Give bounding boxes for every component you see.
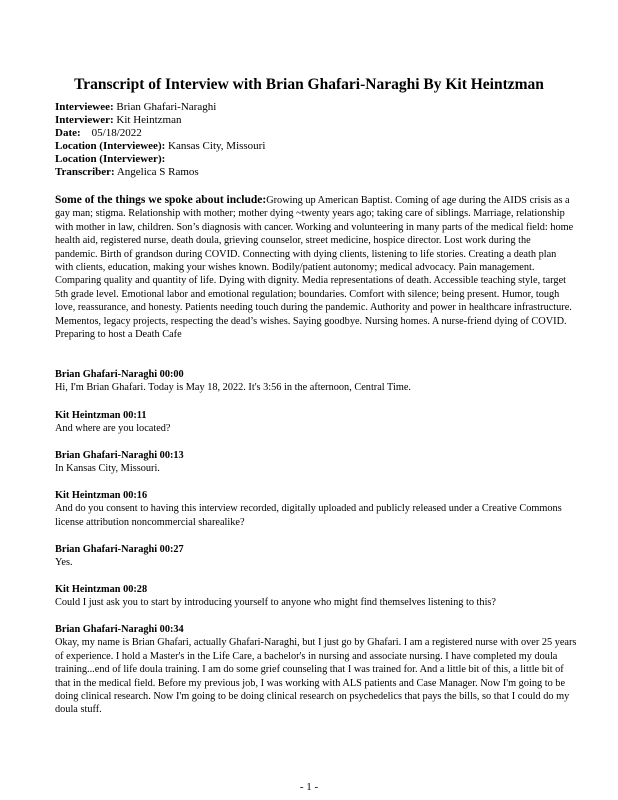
page-number: - 1 - <box>299 781 319 793</box>
topics-summary <box>55 194 575 341</box>
turn-text: And where are you located? <box>55 423 171 435</box>
meta-date <box>55 127 265 140</box>
meta-value: Kit Heintzman <box>116 114 182 126</box>
transcript-turn <box>55 449 577 476</box>
meta-location-interviewer <box>55 153 265 166</box>
speaker-timestamp: Brian Ghafari-Naraghi 00:13 <box>55 450 184 461</box>
transcript-turn <box>55 409 577 436</box>
meta-label: Location (Interviewee): <box>55 140 166 152</box>
meta-location-interviewee <box>55 140 265 153</box>
meta-label: Transcriber: <box>55 166 115 178</box>
transcript-turn <box>55 543 577 570</box>
document-title: Transcript of Interview with Brian Ghafari-Naraghi By Kit Heintzman <box>74 76 544 93</box>
turn-text: Yes. <box>55 557 73 569</box>
turn-text: In Kansas City, Missouri. <box>55 463 160 475</box>
meta-transcriber <box>55 166 265 179</box>
meta-value: Kansas City, Missouri <box>168 140 266 152</box>
meta-label: Location (Interviewer): <box>55 153 166 165</box>
meta-value: 05/18/2022 <box>91 127 142 139</box>
transcript-turn <box>55 583 577 610</box>
speaker-timestamp: Kit Heintzman 00:11 <box>55 410 147 421</box>
speaker-timestamp: Kit Heintzman 00:28 <box>55 584 148 595</box>
speaker-timestamp: Brian Ghafari-Naraghi 00:27 <box>55 544 184 555</box>
meta-label: Date: <box>55 127 81 139</box>
meta-label: Interviewee: <box>55 101 114 113</box>
speaker-timestamp: Brian Ghafari-Naraghi 00:00 <box>55 369 184 380</box>
turn-text: And do you consent to having this interview recorded, digitally uploaded and publicly released under a Creative Commons license attribution noncommercial sharealike? <box>55 503 562 528</box>
transcript-turn <box>55 623 577 717</box>
speaker-timestamp: Brian Ghafari-Naraghi 00:34 <box>55 624 184 635</box>
topics-text: Growing up American Baptist. Coming of age during the AIDS crisis as a gay man; stigma. Relationship with mother; mother dying ~twenty years ago; taking care of siblings. Marriage, relationship with mother in law, children. Son’s diagnosis with cancer. Working and volunteering in many parts of the medical field: home health aid, registered nurse, death doula, grieving counselor, street medicine, hospice director. Lost work during the pandemic. Birth of grandson during COVID. Connecting with dying clients, listening to life stories. Creating a death plan with clients, education, making your wishes known. Bodily/patient autonomy; medical advocacy. Pain management. Comparing quality and quantity of life. Dying with dignity. Media representations of death. Accessible teaching style, target 5th grade level. Emotional labor and emotional regulation; boundaries. Comfort with silence; being present. Humor, tough love, reassurance, and honesty. Patients needing touch during the pandemic. Authority and power in healthcare infrastructure. Mementos, legacy projects, respecting the dead’s wishes. Saying goodbye. Nursing homes. A nurse-friend dying of COVID. Preparing to host a Death Cafe <box>55 195 574 341</box>
transcript-turn <box>55 368 577 395</box>
turn-text: Okay, my name is Brian Ghafari, actually Ghafari-Naraghi, but I just go by Ghafari. I am a registered nurse with over 25 years of experience. I hold a Master's in the Life Care, a bachelor's in nursing and associate nursing. I have completed my doula training...end of life doula training. I am do some grief counseling that I was trained for. And a little bit of this, a little bit of that in the medical field. Before my previous job, I was working with ALS patients and Case Manager. Now I'm going to be doing clinical research. Now I'm going to be doing clinical research on psychedelics that pays the bills, so that I could do my doula stuff. <box>55 637 577 716</box>
transcript-turn <box>55 489 577 529</box>
topics-lead: Some of the things we spoke about include: <box>55 194 267 206</box>
speaker-timestamp: Kit Heintzman 00:16 <box>55 490 148 501</box>
turn-text: Could I just ask you to start by introducing yourself to anyone who might find themselves listening to this? <box>55 597 497 609</box>
meta-label: Interviewer: <box>55 114 114 126</box>
meta-value: Brian Ghafari-Naraghi <box>116 101 217 113</box>
interview-metadata <box>55 101 265 179</box>
meta-value: Angelica S Ramos <box>116 166 199 178</box>
meta-interviewee <box>55 101 265 114</box>
meta-interviewer <box>55 114 265 127</box>
turn-text: Hi, I'm Brian Ghafari. Today is May 18, 2022. It's 3:56 in the afternoon, Central Time. <box>55 382 411 394</box>
